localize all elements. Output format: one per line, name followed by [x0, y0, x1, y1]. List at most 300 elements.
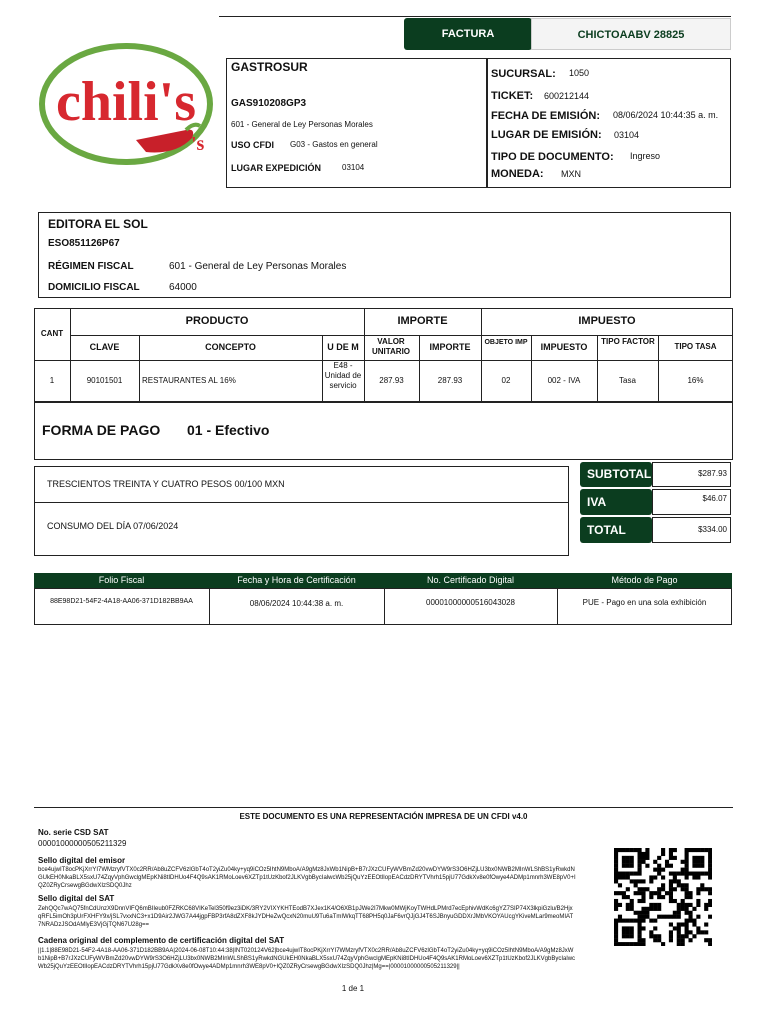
qr-module [638, 911, 642, 915]
qr-module [657, 903, 661, 907]
cert-metodo: PUE - Pago en una sola exhibición [582, 598, 707, 607]
qr-module [653, 919, 657, 923]
qr-module [626, 934, 630, 938]
qr-module [653, 891, 657, 895]
qr-module [645, 915, 649, 919]
qr-module [630, 907, 634, 911]
qr-module [704, 903, 708, 907]
qr-module [685, 911, 689, 915]
qr-module [688, 915, 692, 919]
qr-module [657, 895, 661, 899]
qr-module [626, 887, 630, 891]
qr-module [622, 895, 626, 899]
qr-module [661, 883, 665, 887]
qr-module [638, 860, 642, 864]
qr-module [661, 915, 665, 919]
qr-module [641, 938, 645, 942]
col-objeto-imp: OBJETO IMP [484, 339, 528, 346]
qr-module [708, 848, 712, 852]
qr-module [630, 919, 634, 923]
col-cant: CANT [40, 329, 64, 338]
qr-module [626, 907, 630, 911]
cadena-original-value: ||1.1|88E98D21-54F2-4A18-AA06-371D182BB9AA|2024-06-08T10:44:38|INT020124V62|bce4ujwIT8ocPKjXrrYI7WMzryfVTX0c2RR/Ab8uZCFV6zlGbT4oT2yiZu04ky+yq9iCOz5IhtN9MboA/A9gMz8JxWb1NipB+B7rJXzCUFyWVBmZd20vwDYW9rS3O6HZjLU3bx0NWB2MInWLShBS1yRwkdNGUkEH0NkaBLX5sxU74ZqyVphGwclgMEpKNi8tIDHUo4F4Q9sAK1RMoLoev6XZTp1tUzKbof2JLKVgbBycIalwcWb25jQuYzEEOtlIopEACdzDRYTVhrh15pjU77GdkXv8e0fOwye4ADMp1mnrh3WE8pV0+IQZ0ZRyCrsewgBGdwXIzSDQ0Jhz|Mg==|00001000000505211329|| [38, 948, 576, 970]
qr-module [673, 879, 677, 883]
qr-module [618, 872, 622, 876]
qr-module [657, 864, 661, 868]
qr-module [641, 856, 645, 860]
qr-module [669, 864, 673, 868]
qr-module [614, 852, 618, 856]
qr-module [634, 848, 638, 852]
qr-module [641, 911, 645, 915]
qr-module [669, 934, 673, 938]
qr-module [622, 864, 626, 868]
emisor-rfc: GAS910208GP3 [231, 98, 307, 109]
group-producto: PRODUCTO [185, 315, 249, 327]
col-tipo-factor: TIPO FACTOR [601, 337, 655, 346]
qr-module [708, 872, 712, 876]
qr-module [673, 856, 677, 860]
qr-module [688, 891, 692, 895]
qr-module [657, 934, 661, 938]
domicilio-fiscal-value: 64000 [169, 282, 197, 293]
qr-module [677, 934, 681, 938]
qr-module [708, 887, 712, 891]
qr-module [685, 875, 689, 879]
qr-module [634, 891, 638, 895]
qr-module [669, 938, 673, 942]
row-valor-unitario: 287.93 [379, 376, 404, 385]
qr-module [630, 864, 634, 868]
qr-module [638, 891, 642, 895]
tipo-documento-value: Ingreso [630, 151, 661, 161]
qr-module [704, 930, 708, 934]
row-tipo-tasa: 16% [687, 376, 704, 385]
tipo-documento-label: TIPO DE DOCUMENTO: [491, 151, 614, 163]
col-clave: CLAVE [89, 342, 120, 352]
qr-module [638, 852, 642, 856]
qr-module [638, 872, 642, 876]
qr-module [630, 872, 634, 876]
qr-module [657, 938, 661, 942]
cert-h-fecha: Fecha y Hora de Certificación [237, 575, 356, 585]
qr-module [634, 879, 638, 883]
qr-module [638, 848, 642, 852]
qr-module [657, 868, 661, 872]
qr-module [708, 938, 712, 942]
qr-module [681, 942, 685, 946]
qr-module [641, 915, 645, 919]
qr-module [669, 852, 673, 856]
qr-module [622, 926, 626, 930]
cadena-original-label: Cadena original del complemento de certificación digital del SAT [38, 936, 285, 945]
qr-module [641, 926, 645, 930]
moneda-label: MONEDA: [491, 168, 544, 180]
qr-module [649, 903, 653, 907]
qr-module [685, 891, 689, 895]
qr-module [692, 848, 696, 852]
qr-module [700, 872, 704, 876]
qr-module [622, 934, 626, 938]
qr-module [661, 868, 665, 872]
qr-module [661, 848, 665, 852]
qr-module [673, 926, 677, 930]
qr-module [708, 868, 712, 872]
qr-module [688, 919, 692, 923]
qr-module [638, 930, 642, 934]
qr-module [626, 919, 630, 923]
qr-module [626, 942, 630, 946]
qr-module [708, 852, 712, 856]
col-udem: U DE M [327, 342, 359, 352]
qr-module [708, 856, 712, 860]
qr-module [700, 848, 704, 852]
qr-module [685, 852, 689, 856]
qr-module [614, 860, 618, 864]
qr-module [669, 895, 673, 899]
qr-module [626, 848, 630, 852]
receptor-name: EDITORA EL SOL [48, 217, 148, 231]
qr-module [669, 930, 673, 934]
qr-module [638, 938, 642, 942]
qr-module [614, 868, 618, 872]
qr-module [681, 872, 685, 876]
qr-module [626, 875, 630, 879]
cert-folio-fiscal: 88E98D21-54F2-4A18-AA06-371D182BB9AA [50, 598, 193, 605]
col-tipo-tasa: TIPO TASA [674, 342, 717, 351]
qr-module [661, 875, 665, 879]
page-number: 1 de 1 [341, 984, 365, 993]
qr-module [661, 942, 665, 946]
qr-module [681, 887, 685, 891]
svg-text:'s: 's [191, 133, 205, 155]
qr-module [634, 942, 638, 946]
qr-module [704, 872, 708, 876]
qr-module [669, 922, 673, 926]
qr-module [614, 875, 618, 879]
qr-module [630, 879, 634, 883]
qr-module [692, 875, 696, 879]
qr-module [641, 907, 645, 911]
qr-module [692, 922, 696, 926]
qr-module [669, 887, 673, 891]
cert-h-cert: No. Certificado Digital [426, 575, 515, 585]
doc-type-badge: FACTURA [404, 18, 532, 50]
qr-module [634, 883, 638, 887]
qr-module [685, 848, 689, 852]
regimen-fiscal-value: 601 - General de Ley Personas Morales [169, 261, 347, 272]
sello-emisor-value: bce4ujwIT8ocPKjXrrYI7WMzryfVTX0c2RR/Ab8uZCFV6zlGbT4oT2yiZu04ky+yq9iCOz5IhtN9MboA/A9gMz8JxWb1NipB+B7rJXzCUFyWVBmZd20vwDYW9rS3O6HZjLU3bx0NWB2MInWLShBS1yRwkdNGUkEH0NkaBLX5sxU74ZqyVphGwclgMEpKNi8tIDHUo4F4Q9sAK1RMoLoev6XZTp1tUzKbof2JLKVgbBycIalwcWb25jQuYzEEOtlIopEACdzDRYTVhrh15pjU77GdkXv8e0fOwye4ADMp1mnrh3WE8pV0+IQZ0ZRyCrsewgBGdwXIzSDQ0Jhz [38, 867, 576, 889]
qr-module [630, 860, 634, 864]
qr-module [669, 879, 673, 883]
qr-module [696, 864, 700, 868]
qr-module [634, 919, 638, 923]
lugar-emision-label: LUGAR DE EMISIÓN: [491, 129, 602, 141]
qr-module [618, 875, 622, 879]
qr-module [704, 922, 708, 926]
serie-csd-label: No. serie CSD SAT [38, 828, 109, 837]
qr-module [630, 903, 634, 907]
qr-module [653, 875, 657, 879]
qr-module [641, 852, 645, 856]
qr-module [645, 911, 649, 915]
row-tipo-factor: Tasa [619, 376, 636, 385]
qr-module [708, 899, 712, 903]
qr-module [630, 942, 634, 946]
qr-module [622, 930, 626, 934]
qr-module [649, 930, 653, 934]
qr-module [653, 907, 657, 911]
qr-module [614, 942, 618, 946]
qr-module [673, 872, 677, 876]
emisor-regimen: 601 - General de Ley Personas Morales [231, 120, 373, 129]
ticket-value: 600212144 [544, 91, 590, 101]
qr-module [634, 872, 638, 876]
row-importe: 287.93 [437, 376, 463, 385]
qr-module [641, 895, 645, 899]
qr-module [681, 934, 685, 938]
qr-module [626, 856, 630, 860]
sello-sat-value: ZehQQc7wAQ75fnCdUnzX9DnnVIFQ6mBIIeub0FZRKC68VIKeTel350f9ez3iDK/3RY2VIXYKHTEodB7XJex1K4/O6XB1pJWe2I7Mkw0MWjKoyTWHdLPMrd7ecEphivWdKc6gYZ7SIP74X3lkpiGzlu/B2HjxqRFL5imOh3pUrFXHFY9x/jSL7vxxNC3+x1D9Air2JWG7A44jgpFBP3rfA8dZXF8kJYDHeZwQcxN20muU9Tu6aTmIWkqTT68PH5q0JaF6vrQJjGJ4T6SJBnyuGDDXrJMbVKOYAUcgYKiveMLar9meoMIAT7NRADzJSOdAMlyE3VjGjTQN67U28g== [38, 906, 574, 928]
qr-module [681, 922, 685, 926]
qr-module [645, 856, 649, 860]
fecha-emision-label: FECHA DE EMISIÓN: [491, 110, 600, 122]
qr-module [657, 872, 661, 876]
qr-module [641, 887, 645, 891]
qr-module [708, 942, 712, 946]
qr-module [685, 864, 689, 868]
lugar-exp-label: LUGAR EXPEDICIÓN [231, 163, 322, 173]
qr-module [685, 922, 689, 926]
qr-module [614, 934, 618, 938]
qr-module [681, 907, 685, 911]
qr-module [622, 860, 626, 864]
qr-module [688, 848, 692, 852]
qr-module [704, 938, 708, 942]
qr-module [653, 938, 657, 942]
qr-module [688, 938, 692, 942]
qr-module [614, 930, 618, 934]
qr-module [696, 872, 700, 876]
qr-module [692, 907, 696, 911]
qr-module [688, 930, 692, 934]
qr-module [626, 903, 630, 907]
fecha-emision-value: 08/06/2024 10:44:35 a. m. [613, 110, 719, 120]
qr-module [622, 942, 626, 946]
emisor-name: GASTROSUR [231, 60, 308, 74]
qr-module [638, 879, 642, 883]
qr-module [685, 860, 689, 864]
qr-module [614, 872, 618, 876]
group-impuesto: IMPUESTO [578, 315, 636, 327]
qr-module [630, 856, 634, 860]
qr-module [626, 895, 630, 899]
qr-module [673, 915, 677, 919]
qr-module [614, 856, 618, 860]
qr-module [630, 899, 634, 903]
qr-module [653, 934, 657, 938]
qr-module [696, 903, 700, 907]
qr-module [685, 934, 689, 938]
qr-module [681, 938, 685, 942]
qr-module [696, 860, 700, 864]
qr-module [622, 919, 626, 923]
qr-module [638, 864, 642, 868]
qr-module [673, 848, 677, 852]
qr-module [657, 856, 661, 860]
qr-module [641, 879, 645, 883]
qr-module [638, 942, 642, 946]
qr-module [700, 887, 704, 891]
qr-module [665, 864, 669, 868]
qr-module [669, 891, 673, 895]
qr-module [614, 899, 618, 903]
qr-module [685, 887, 689, 891]
qr-module [692, 856, 696, 860]
qr-module [614, 903, 618, 907]
qr-module [649, 875, 653, 879]
qr-module [708, 903, 712, 907]
qr-module [685, 926, 689, 930]
qr-module [677, 903, 681, 907]
qr-module [653, 926, 657, 930]
qr-module [653, 868, 657, 872]
lugar-emision-value: 03104 [614, 130, 640, 140]
qr-module [688, 911, 692, 915]
qr-module [618, 903, 622, 907]
qr-module [645, 907, 649, 911]
qr-module [638, 915, 642, 919]
qr-module [669, 883, 673, 887]
qr-module [657, 915, 661, 919]
qr-module [645, 848, 649, 852]
iva-value: $46.07 [652, 489, 731, 515]
subtotal-value: $287.93 [652, 462, 731, 487]
qr-module [614, 938, 618, 942]
qr-module [677, 915, 681, 919]
qr-module [696, 891, 700, 895]
cert-numero: 00001000000516043028 [426, 598, 515, 607]
qr-module [661, 852, 665, 856]
qr-module [708, 860, 712, 864]
importe-letra: TRESCIENTOS TREINTA Y CUATRO PESOS 00/100 MXN [47, 479, 285, 489]
qr-module [677, 930, 681, 934]
cert-fecha: 08/06/2024 10:44:38 a. m. [249, 599, 344, 608]
qr-module [685, 883, 689, 887]
regimen-fiscal-label: RÉGIMEN FISCAL [48, 261, 134, 272]
qr-module [618, 848, 622, 852]
qr-module [685, 856, 689, 860]
forma-pago-label: FORMA DE PAGO [42, 422, 161, 438]
qr-module [614, 864, 618, 868]
qr-module [673, 887, 677, 891]
qr-module [657, 891, 661, 895]
qr-module [657, 887, 661, 891]
qr-module [638, 887, 642, 891]
qr-module [708, 875, 712, 879]
sello-emisor-label: Sello digital del emisor [38, 856, 126, 865]
qr-module [692, 872, 696, 876]
forma-pago-value: 01 - Efectivo [187, 422, 270, 438]
cert-h-metodo: Método de Pago [611, 575, 678, 585]
qr-module [685, 872, 689, 876]
qr-module [673, 899, 677, 903]
qr-module [696, 926, 700, 930]
qr-module [614, 891, 618, 895]
row-concepto: RESTAURANTES AL 16% [142, 376, 236, 385]
qr-module [618, 915, 622, 919]
qr-module [638, 934, 642, 938]
qr-module [681, 903, 685, 907]
qr-module [622, 848, 626, 852]
qr-module [641, 942, 645, 946]
qr-module [645, 852, 649, 856]
folio-badge: CHICTOAABV 28825 [531, 18, 731, 50]
qr-module [614, 922, 618, 926]
row-udem: E48 - Unidad de servicio [324, 361, 362, 390]
qr-module [645, 864, 649, 868]
qr-module [665, 860, 669, 864]
qr-module [704, 907, 708, 911]
qr-module [696, 875, 700, 879]
col-valor-unitario: VALOR UNITARIO [371, 337, 411, 356]
qr-module [649, 891, 653, 895]
qr-module [622, 875, 626, 879]
qr-module [692, 919, 696, 923]
qr-module [626, 860, 630, 864]
qr-module [696, 887, 700, 891]
cfdi-legend: ESTE DOCUMENTO ES UNA REPRESENTACIÓN IMPRESA DE UN CFDI v4.0 [239, 812, 528, 821]
qr-module [618, 891, 622, 895]
receptor-rfc: ESO851126P67 [48, 238, 120, 249]
qr-module [696, 899, 700, 903]
cert-h-folio: Folio Fiscal [98, 575, 145, 585]
ticket-label: TICKET: [491, 90, 534, 102]
qr-module [681, 883, 685, 887]
total-label: TOTAL [580, 517, 652, 543]
qr-module [704, 848, 708, 852]
col-concepto: CONCEPTO [205, 342, 256, 352]
qr-module [630, 934, 634, 938]
qr-module [685, 868, 689, 872]
domicilio-fiscal-label: DOMICILIO FISCAL [48, 282, 140, 293]
qr-module [638, 868, 642, 872]
qr-module [661, 887, 665, 891]
qr-module [696, 915, 700, 919]
qr-module [685, 919, 689, 923]
qr-module [696, 856, 700, 860]
qr-module [665, 891, 669, 895]
qr-module [704, 887, 708, 891]
qr-module [614, 879, 618, 883]
moneda-value: MXN [561, 169, 581, 179]
iva-label: IVA [580, 489, 652, 515]
qr-module [653, 903, 657, 907]
qr-module [653, 860, 657, 864]
qr-module [634, 911, 638, 915]
qr-module [700, 860, 704, 864]
qr-module [685, 903, 689, 907]
qr-module [649, 879, 653, 883]
qr-module [641, 919, 645, 923]
qr-module [669, 915, 673, 919]
qr-module [677, 926, 681, 930]
qr-module [626, 930, 630, 934]
qr-module [638, 926, 642, 930]
qr-module [638, 919, 642, 923]
qr-module [618, 942, 622, 946]
qr-module [708, 915, 712, 919]
